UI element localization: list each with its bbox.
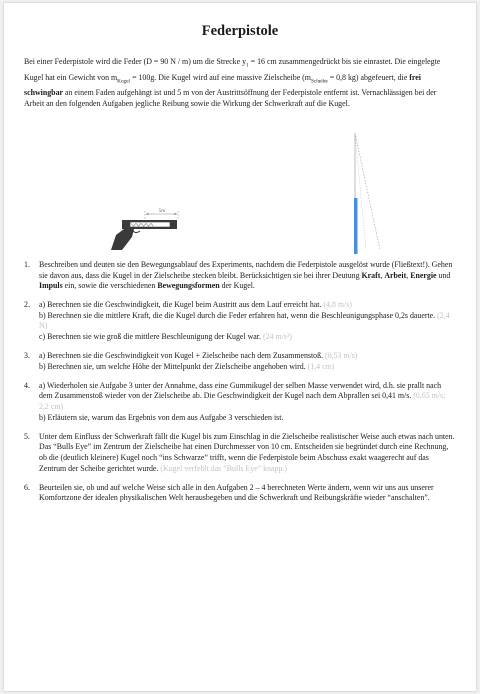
task-number: 3.	[24, 351, 30, 361]
task-3b-answer-hint: (1,4 cm)	[307, 361, 335, 371]
task-2c	[39, 332, 456, 343]
task-2b	[39, 311, 456, 332]
task-1-bold-bewegungsformen: Bewegungsformen	[157, 281, 220, 291]
spring-pistol-icon	[111, 220, 177, 250]
task-2b-text: b) Berechnen sie die mittlere Kraft, die die Kugel durch die Feder erfahren hat, wenn die Beschleunigungsphase 0,2s dauerte.	[39, 310, 436, 320]
task-3a-answer-hint: (0,53 m/s)	[325, 351, 358, 361]
task-4a-answer-hint: (0,65 m/s; 2,2 cm)	[39, 391, 446, 412]
task-1-sep-3: und	[436, 270, 451, 280]
worksheet-page	[4, 3, 476, 691]
distance-label: 5m	[158, 209, 166, 214]
task-3a-text: a) Berechnen sie die Geschwindigkeit von Kugel + Zielscheibe nach dem Zusammenstoß.	[39, 351, 324, 361]
task-2a	[39, 300, 456, 311]
task-2a-answer-hint: (4,8 m/s)	[323, 300, 352, 310]
task-4a-text: a) Wiederholen sie Aufgabe 3 unter der Annahme, dass eine Gummikugel der selben Masse verwendet wird, d.h. sie prallt nach dem Zusammenstoß wieder von der Zielscheibe ab. Die Geschwindigkeit der Kugel nach dem Abprallen sei 0,41 m/s.	[39, 380, 442, 401]
task-5	[24, 432, 456, 474]
task-4b-text: b) Erläutern sie, warum das Ergebnis von dem aus Aufgabe 3 verschieden ist.	[39, 412, 284, 422]
task-1-sep-2: ,	[406, 270, 411, 280]
experiment-figure	[4, 123, 476, 263]
task-1	[24, 260, 456, 292]
intro-text-1: Bei einer Federpistole wird die Feder (D = 90 N / m) um die Strecke y	[24, 57, 247, 66]
task-2c-text: c) Berechnen sie wie groß die mittlere Beschleunigung der Kugel war.	[39, 332, 261, 342]
hanging-target-icon	[354, 133, 380, 254]
task-3b	[39, 362, 456, 373]
task-4	[24, 381, 456, 423]
intro-sub-1: 1	[246, 62, 249, 69]
task-2b-answer-hint: (2,4 N)	[39, 310, 450, 331]
intro-bold-frei-schwingbar: frei schwingbar	[24, 72, 421, 98]
task-number: 2.	[24, 300, 30, 310]
task-1-text-3: der Kugel.	[219, 281, 255, 291]
task-5-text: Unter dem Einfluss der Schwerkraft fällt die Kugel bis zum Einschlag in die Zielscheibe realistischer Weise auch etwas nach unten. Das “Bulls Eye” im Zentrum der Zielscheibe hat einen Durchmesser von 10 cm. Entscheiden sie begründet durch eine Rechnung, ob die (deutlich kleinere) Kugel noch “ins Schwarze” trifft, wenn die Federpistole beim Abschuss exakt waagerecht auf das Zentrum der Scheibe gerichtet wurde.	[39, 431, 455, 473]
task-1-bold-impuls: Impuls	[39, 281, 63, 291]
task-number: 5.	[24, 431, 30, 441]
task-1-bold-energie: Energie	[410, 270, 437, 280]
task-6-text: Beurteilen sie, ob und auf welche Weise sich alle in den Aufgaben 2 – 4 berechneten Werte ändern, wenn wir uns aus unserer Komfortzone der idealen physikalischen Welt herausbegeben und die Schwerkraft und Reibungskräfte wieder “anschalten”.	[39, 482, 434, 503]
task-1-bold-kraft: Kraft	[361, 270, 381, 280]
task-3a	[39, 351, 456, 362]
task-3	[24, 351, 456, 372]
intro-sub-kugel: Kugel	[117, 78, 131, 85]
intro-text-2: = 16 cm zusammengedrückt bis sie einrastet. Die eingelegte Kugel hat ein Gewicht von m	[24, 57, 441, 82]
task-2	[24, 300, 456, 342]
task-list	[24, 260, 456, 512]
intro-paragraph	[24, 56, 444, 109]
task-number: 1.	[24, 260, 30, 269]
intro-sub-scheibe: Scheibe	[310, 78, 328, 85]
task-3b-text: b) Berechnen sie, um welche Höhe der Mittelpunkt der Zielscheibe angehoben wird.	[39, 361, 306, 371]
intro-text-4: = 0,8 kg) abgefeuert, die	[327, 72, 410, 82]
task-1-text-1: Beschreiben und deuten sie den Bewegungsablauf des Experiments, nachdem die Federpistole ausgelöst wurde (Fließtext!). Gehen sie davon aus, dass die Kugel in der Zielscheibe stecken bleibt. Berücksichtigen sie bei ihrer Deutung	[39, 260, 453, 280]
task-1-text-2: ein, sowie die verschiedenen	[62, 281, 158, 291]
intro-text-5: an einem Faden aufgehängt ist und 5 m von der Austrittsöffnung der Federpistole entfernt ist. Vernachlässigen bei der Arbeit an den folgenden Aufgaben jegliche Reibung sowie die Wirkung der Schwerkraft auf die Kugel.	[24, 88, 437, 109]
task-2a-text: a) Berechnen sie die Geschwindigkeit, die Kugel beim Austritt aus dem Lauf erreicht hat.	[39, 300, 322, 310]
task-2c-answer-hint: (24 m/s²)	[262, 332, 292, 342]
task-4b	[39, 413, 456, 424]
task-5-answer-hint: (Kugel verfehlt das “Bulls Eye” knapp.)	[160, 463, 288, 473]
task-number: 4.	[24, 380, 30, 390]
task-6	[24, 483, 456, 504]
task-number: 6.	[24, 482, 30, 492]
task-1-sep-1: ,	[380, 270, 385, 280]
page-title: Federpistole	[201, 23, 279, 39]
task-4a	[39, 381, 456, 413]
intro-text-3: = 100g. Die Kugel wird auf eine massive Zielscheibe (m	[130, 72, 311, 82]
task-1-bold-arbeit: Arbeit	[384, 270, 407, 280]
